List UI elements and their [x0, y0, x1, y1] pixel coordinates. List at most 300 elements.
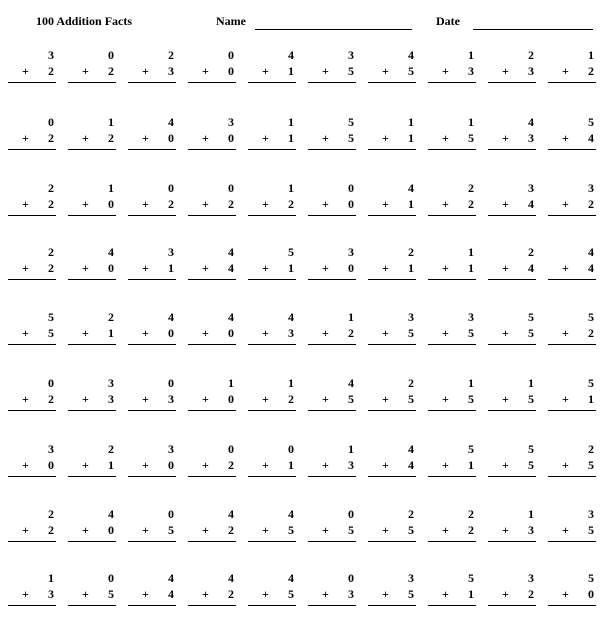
plus-sign: + [562, 326, 569, 340]
plus-sign: + [82, 523, 89, 537]
addition-problem[interactable] [428, 182, 478, 226]
addition-problem[interactable] [188, 182, 238, 226]
addition-problem[interactable] [248, 311, 298, 355]
addition-problem[interactable] [488, 49, 538, 93]
answer-line [188, 215, 236, 216]
addition-problem[interactable] [548, 311, 598, 355]
addend-top: 3 [528, 571, 534, 585]
addend-top: 1 [348, 442, 354, 456]
addition-problem[interactable] [368, 443, 418, 487]
addition-problem[interactable] [248, 116, 298, 160]
addition-problem[interactable] [8, 572, 58, 616]
plus-sign: + [322, 458, 329, 472]
plus-sign: + [502, 392, 509, 406]
answer-line [248, 605, 296, 606]
addend-bottom: 2 [288, 392, 294, 406]
answer-line [368, 476, 416, 477]
answer-line [68, 344, 116, 345]
addend-top: 3 [348, 245, 354, 259]
addition-problem[interactable] [68, 182, 118, 226]
addend-bottom: 2 [288, 197, 294, 211]
addition-problem[interactable] [188, 116, 238, 160]
addend-bottom: 2 [228, 458, 234, 472]
addition-problem[interactable] [248, 377, 298, 421]
answer-line [368, 605, 416, 606]
plus-sign: + [502, 64, 509, 78]
addition-problem[interactable] [8, 49, 58, 93]
addition-problem[interactable] [548, 116, 598, 160]
addend-bottom: 2 [228, 523, 234, 537]
addition-problem[interactable] [128, 311, 178, 355]
addition-problem[interactable] [368, 116, 418, 160]
addend-bottom: 2 [168, 197, 174, 211]
plus-sign: + [262, 587, 269, 601]
addend-top: 4 [168, 310, 174, 324]
addition-problem[interactable] [248, 182, 298, 226]
addition-problem[interactable] [8, 311, 58, 355]
addend-bottom: 1 [288, 458, 294, 472]
addition-problem[interactable] [428, 377, 478, 421]
worksheet-title: 100 Addition Facts [36, 14, 133, 28]
addend-top: 2 [108, 310, 114, 324]
addend-bottom: 5 [108, 587, 114, 601]
addend-top: 2 [408, 507, 414, 521]
answer-line [488, 344, 536, 345]
addend-top: 2 [468, 181, 474, 195]
addition-problem[interactable] [248, 49, 298, 93]
addend-top: 2 [588, 442, 594, 456]
addition-problem[interactable] [428, 572, 478, 616]
plus-sign: + [22, 392, 29, 406]
answer-line [488, 149, 536, 150]
answer-line [488, 279, 536, 280]
addend-top: 0 [288, 442, 294, 456]
plus-sign: + [82, 64, 89, 78]
addition-problem[interactable] [68, 246, 118, 290]
addend-top: 5 [468, 442, 474, 456]
addend-top: 5 [588, 571, 594, 585]
addend-top: 5 [528, 442, 534, 456]
addition-problem[interactable] [68, 116, 118, 160]
addend-top: 4 [528, 115, 534, 129]
addend-top: 4 [408, 48, 414, 62]
addend-top: 1 [468, 245, 474, 259]
addition-problem[interactable] [188, 572, 238, 616]
addend-bottom: 5 [168, 523, 174, 537]
plus-sign: + [322, 392, 329, 406]
addend-top: 1 [108, 115, 114, 129]
answer-line [548, 476, 596, 477]
answer-line [308, 215, 356, 216]
plus-sign: + [142, 261, 149, 275]
addition-problem[interactable] [488, 377, 538, 421]
addend-bottom: 5 [348, 131, 354, 145]
addition-problem[interactable] [128, 49, 178, 93]
addend-top: 4 [288, 48, 294, 62]
addend-bottom: 3 [168, 392, 174, 406]
addend-bottom: 1 [288, 131, 294, 145]
answer-line [368, 279, 416, 280]
addition-problem[interactable] [548, 246, 598, 290]
addend-top: 4 [108, 245, 114, 259]
addition-problem[interactable] [68, 508, 118, 552]
plus-sign: + [262, 261, 269, 275]
addend-top: 4 [228, 245, 234, 259]
answer-line [188, 82, 236, 83]
addend-bottom: 2 [588, 197, 594, 211]
answer-line [308, 476, 356, 477]
plus-sign: + [82, 392, 89, 406]
addition-problem[interactable] [128, 246, 178, 290]
addition-problem[interactable] [428, 508, 478, 552]
addend-top: 1 [48, 571, 54, 585]
plus-sign: + [382, 326, 389, 340]
plus-sign: + [142, 326, 149, 340]
addition-problem[interactable] [8, 377, 58, 421]
addend-bottom: 2 [48, 523, 54, 537]
plus-sign: + [322, 197, 329, 211]
addition-problem[interactable] [368, 49, 418, 93]
answer-line [188, 344, 236, 345]
addend-bottom: 5 [408, 587, 414, 601]
answer-line [548, 215, 596, 216]
addend-bottom: 5 [288, 523, 294, 537]
addition-problem[interactable] [308, 377, 358, 421]
answer-line [428, 82, 476, 83]
addend-top: 0 [228, 442, 234, 456]
plus-sign: + [202, 523, 209, 537]
answer-line [248, 215, 296, 216]
addition-problem[interactable] [548, 377, 598, 421]
answer-line [548, 279, 596, 280]
addend-bottom: 2 [348, 326, 354, 340]
addend-bottom: 5 [288, 587, 294, 601]
answer-line [128, 476, 176, 477]
addend-top: 0 [168, 181, 174, 195]
addend-bottom: 2 [228, 197, 234, 211]
plus-sign: + [22, 458, 29, 472]
addend-bottom: 0 [108, 523, 114, 537]
answer-line [548, 410, 596, 411]
addend-top: 0 [168, 507, 174, 521]
plus-sign: + [202, 261, 209, 275]
addition-problem[interactable] [308, 572, 358, 616]
addition-problem[interactable] [188, 246, 238, 290]
addend-top: 3 [588, 507, 594, 521]
plus-sign: + [502, 131, 509, 145]
addition-problem[interactable] [8, 182, 58, 226]
addend-bottom: 0 [228, 64, 234, 78]
addend-bottom: 4 [588, 131, 594, 145]
answer-line [368, 82, 416, 83]
plus-sign: + [22, 326, 29, 340]
addend-bottom: 0 [48, 458, 54, 472]
plus-sign: + [502, 197, 509, 211]
addition-problem[interactable] [428, 443, 478, 487]
addition-problem[interactable] [308, 246, 358, 290]
addend-top: 1 [468, 376, 474, 390]
addition-problem[interactable] [488, 508, 538, 552]
addend-bottom: 1 [288, 64, 294, 78]
answer-line [248, 279, 296, 280]
addend-bottom: 2 [468, 523, 474, 537]
addition-problem[interactable] [128, 572, 178, 616]
addend-bottom: 3 [468, 64, 474, 78]
answer-line [428, 149, 476, 150]
addend-bottom: 2 [48, 261, 54, 275]
answer-line [68, 541, 116, 542]
addition-problem[interactable] [68, 443, 118, 487]
addend-top: 5 [468, 571, 474, 585]
addend-bottom: 0 [348, 197, 354, 211]
answer-line [128, 279, 176, 280]
plus-sign: + [142, 523, 149, 537]
addition-problem[interactable] [428, 49, 478, 93]
addition-problem[interactable] [188, 508, 238, 552]
addend-top: 1 [348, 310, 354, 324]
plus-sign: + [22, 261, 29, 275]
answer-line [428, 541, 476, 542]
answer-line [128, 149, 176, 150]
addition-problem[interactable] [308, 116, 358, 160]
addition-problem[interactable] [368, 572, 418, 616]
addend-top: 3 [48, 48, 54, 62]
addend-bottom: 5 [348, 392, 354, 406]
plus-sign: + [442, 64, 449, 78]
addend-top: 1 [528, 507, 534, 521]
addition-problem[interactable] [8, 116, 58, 160]
answer-line [68, 605, 116, 606]
answer-line [8, 279, 56, 280]
answer-line [368, 215, 416, 216]
addition-problem[interactable] [248, 443, 298, 487]
addend-top: 2 [48, 245, 54, 259]
answer-line [368, 541, 416, 542]
addition-problem[interactable] [128, 443, 178, 487]
addition-problem[interactable] [128, 116, 178, 160]
addition-problem[interactable] [368, 508, 418, 552]
addition-problem[interactable] [488, 116, 538, 160]
addition-problem[interactable] [548, 508, 598, 552]
addend-bottom: 5 [408, 523, 414, 537]
addend-bottom: 3 [48, 587, 54, 601]
addend-bottom: 5 [348, 64, 354, 78]
addition-problem[interactable] [8, 443, 58, 487]
addend-bottom: 4 [588, 261, 594, 275]
answer-line [308, 344, 356, 345]
answer-line [548, 149, 596, 150]
answer-line [248, 344, 296, 345]
addend-top: 4 [168, 115, 174, 129]
addend-bottom: 2 [108, 131, 114, 145]
answer-line [428, 279, 476, 280]
answer-line [188, 541, 236, 542]
addition-problem[interactable] [248, 572, 298, 616]
addend-top: 1 [228, 376, 234, 390]
addend-top: 3 [168, 245, 174, 259]
addend-bottom: 4 [528, 261, 534, 275]
plus-sign: + [562, 587, 569, 601]
addend-bottom: 1 [468, 458, 474, 472]
plus-sign: + [142, 197, 149, 211]
addend-top: 0 [108, 571, 114, 585]
answer-line [428, 410, 476, 411]
answer-line [548, 605, 596, 606]
addend-bottom: 2 [48, 197, 54, 211]
addend-bottom: 5 [408, 64, 414, 78]
addend-top: 2 [528, 245, 534, 259]
addend-top: 3 [408, 310, 414, 324]
addend-top: 1 [108, 181, 114, 195]
addend-top: 0 [228, 48, 234, 62]
addition-problem[interactable] [548, 182, 598, 226]
addition-problem[interactable] [68, 572, 118, 616]
addition-problem[interactable] [488, 182, 538, 226]
addend-top: 0 [108, 48, 114, 62]
addition-problem[interactable] [308, 508, 358, 552]
addend-top: 0 [168, 376, 174, 390]
addend-bottom: 0 [168, 326, 174, 340]
addend-bottom: 5 [528, 326, 534, 340]
addend-top: 4 [168, 571, 174, 585]
addition-problem[interactable] [428, 246, 478, 290]
answer-line [248, 82, 296, 83]
addend-top: 1 [588, 48, 594, 62]
addition-problem[interactable] [428, 116, 478, 160]
addend-top: 2 [468, 507, 474, 521]
plus-sign: + [82, 458, 89, 472]
plus-sign: + [322, 64, 329, 78]
addend-bottom: 4 [168, 587, 174, 601]
plus-sign: + [142, 587, 149, 601]
addition-problem[interactable] [68, 377, 118, 421]
plus-sign: + [262, 523, 269, 537]
addend-bottom: 3 [108, 392, 114, 406]
addend-bottom: 0 [348, 261, 354, 275]
plus-sign: + [442, 523, 449, 537]
addition-problem[interactable] [488, 246, 538, 290]
addend-bottom: 3 [348, 587, 354, 601]
addition-problem[interactable] [488, 443, 538, 487]
addend-bottom: 2 [468, 197, 474, 211]
addend-bottom: 4 [528, 197, 534, 211]
addend-top: 5 [588, 115, 594, 129]
answer-line [8, 149, 56, 150]
addend-bottom: 0 [108, 261, 114, 275]
answer-line [368, 149, 416, 150]
addend-top: 0 [348, 181, 354, 195]
addition-problem[interactable] [548, 49, 598, 93]
addition-problem[interactable] [368, 246, 418, 290]
answer-line [68, 82, 116, 83]
plus-sign: + [382, 458, 389, 472]
addend-top: 1 [468, 48, 474, 62]
addition-problem[interactable] [308, 49, 358, 93]
answer-line [488, 541, 536, 542]
plus-sign: + [202, 64, 209, 78]
plus-sign: + [562, 523, 569, 537]
addition-problem[interactable] [188, 377, 238, 421]
answer-line [368, 344, 416, 345]
addend-top: 2 [408, 376, 414, 390]
plus-sign: + [442, 131, 449, 145]
answer-line [308, 605, 356, 606]
addition-problem[interactable] [428, 311, 478, 355]
addition-problem[interactable] [8, 246, 58, 290]
plus-sign: + [442, 458, 449, 472]
plus-sign: + [202, 131, 209, 145]
addend-bottom: 5 [528, 392, 534, 406]
plus-sign: + [142, 131, 149, 145]
addition-problem[interactable] [548, 443, 598, 487]
addition-problem[interactable] [368, 377, 418, 421]
plus-sign: + [562, 131, 569, 145]
plus-sign: + [202, 197, 209, 211]
plus-sign: + [502, 458, 509, 472]
addend-bottom: 5 [348, 523, 354, 537]
addend-bottom: 0 [228, 392, 234, 406]
addition-problem[interactable] [368, 182, 418, 226]
addend-top: 0 [348, 571, 354, 585]
answer-line [548, 541, 596, 542]
answer-line [428, 344, 476, 345]
answer-line [188, 476, 236, 477]
addition-problem[interactable] [128, 508, 178, 552]
addition-problem[interactable] [488, 572, 538, 616]
addend-top: 2 [48, 507, 54, 521]
addition-problem[interactable] [188, 49, 238, 93]
plus-sign: + [22, 523, 29, 537]
addition-problem[interactable] [128, 182, 178, 226]
addition-problem[interactable] [248, 508, 298, 552]
addition-problem[interactable] [68, 49, 118, 93]
plus-sign: + [442, 197, 449, 211]
addition-problem[interactable] [248, 246, 298, 290]
addend-top: 3 [48, 442, 54, 456]
addition-problem[interactable] [8, 508, 58, 552]
answer-line [68, 149, 116, 150]
addition-problem[interactable] [188, 311, 238, 355]
addend-bottom: 2 [48, 131, 54, 145]
addend-top: 5 [528, 310, 534, 324]
answer-line [308, 410, 356, 411]
addend-bottom: 4 [228, 261, 234, 275]
plus-sign: + [382, 392, 389, 406]
addition-problem[interactable] [128, 377, 178, 421]
plus-sign: + [22, 587, 29, 601]
addition-problem[interactable] [488, 311, 538, 355]
answer-line [68, 215, 116, 216]
addend-bottom: 1 [288, 261, 294, 275]
addend-bottom: 1 [468, 261, 474, 275]
addition-problem[interactable] [308, 182, 358, 226]
addend-bottom: 1 [468, 587, 474, 601]
addend-top: 5 [348, 115, 354, 129]
addend-top: 1 [408, 115, 414, 129]
addition-problem[interactable] [308, 443, 358, 487]
addition-problem[interactable] [68, 311, 118, 355]
addend-top: 0 [48, 376, 54, 390]
addition-problem[interactable] [548, 572, 598, 616]
addend-bottom: 5 [468, 392, 474, 406]
answer-line [188, 410, 236, 411]
plus-sign: + [82, 131, 89, 145]
plus-sign: + [502, 587, 509, 601]
answer-line [548, 344, 596, 345]
addition-problem[interactable] [368, 311, 418, 355]
addition-problem[interactable] [188, 443, 238, 487]
addition-problem[interactable] [308, 311, 358, 355]
